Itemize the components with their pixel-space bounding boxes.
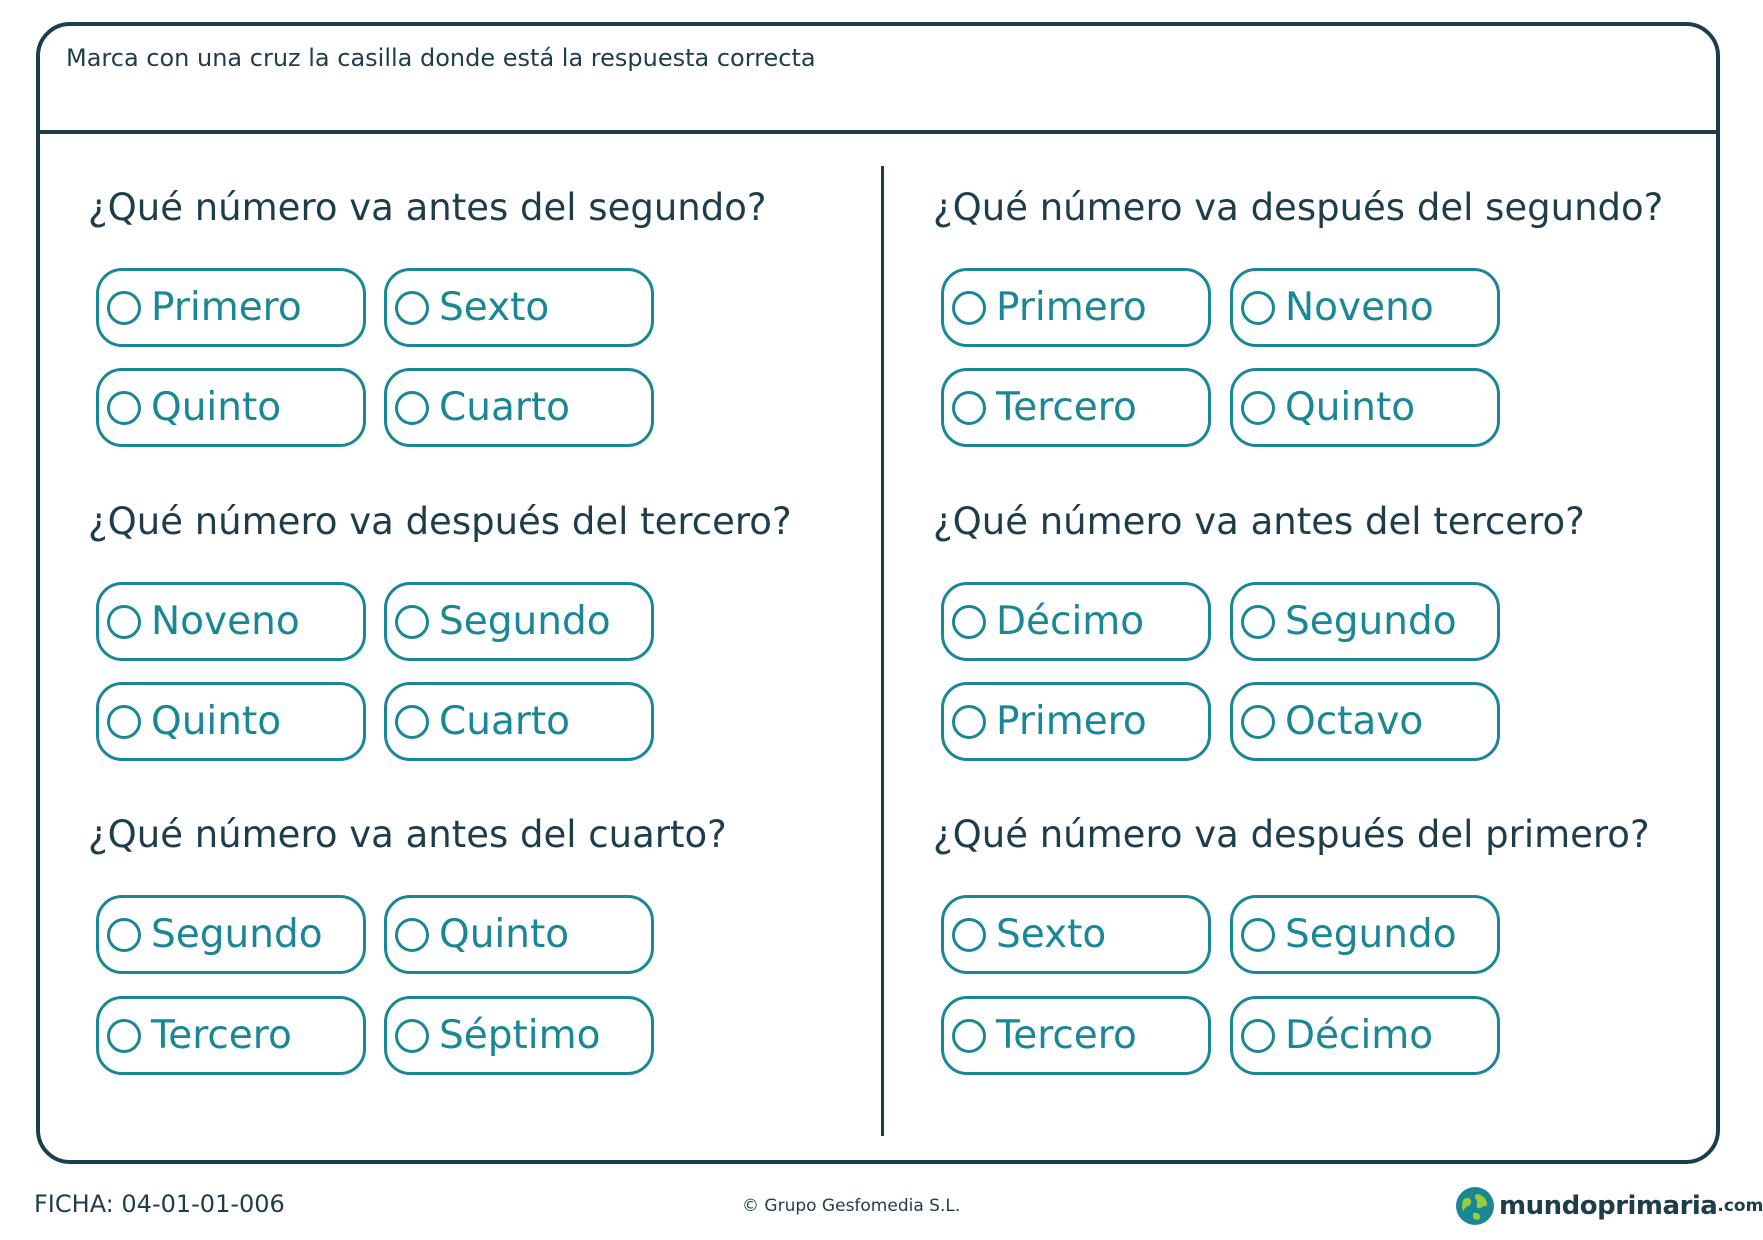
option-label: Quinto — [1285, 385, 1416, 430]
radio-circle-icon[interactable] — [1241, 918, 1275, 952]
question-1-text: ¿Qué número va antes del segundo? — [88, 186, 767, 229]
q2-option-2[interactable] — [384, 582, 654, 661]
q5-option-2[interactable] — [1230, 582, 1500, 661]
q2-option-1[interactable] — [96, 582, 366, 661]
radio-circle-icon[interactable] — [107, 291, 141, 325]
option-label: Tercero — [151, 1013, 292, 1058]
option-label: Quinto — [439, 912, 570, 957]
q1-option-3[interactable] — [96, 368, 366, 447]
radio-circle-icon[interactable] — [395, 918, 429, 952]
q5-option-3[interactable] — [941, 682, 1211, 761]
q3-option-2[interactable] — [384, 895, 654, 974]
radio-circle-icon[interactable] — [952, 1019, 986, 1053]
q6-option-1[interactable] — [941, 895, 1211, 974]
question-6-text: ¿Qué número va después del primero? — [933, 813, 1650, 856]
instruction-text: Marca con una cruz la casilla donde está la respuesta correcta — [66, 44, 816, 72]
q1-option-2[interactable] — [384, 268, 654, 347]
q3-option-4[interactable] — [384, 996, 654, 1075]
option-label: Tercero — [996, 385, 1137, 430]
option-label: Noveno — [1285, 285, 1434, 330]
option-label: Sexto — [439, 285, 550, 330]
radio-circle-icon[interactable] — [395, 391, 429, 425]
option-label: Primero — [151, 285, 302, 330]
copyright-text: © Grupo Gesfomedia S.L. — [742, 1196, 961, 1216]
radio-circle-icon[interactable] — [107, 391, 141, 425]
radio-circle-icon[interactable] — [395, 1019, 429, 1053]
question-2-text: ¿Qué número va después del tercero? — [88, 500, 792, 543]
q4-option-4[interactable] — [1230, 368, 1500, 447]
option-label: Quinto — [151, 699, 282, 744]
radio-circle-icon[interactable] — [395, 605, 429, 639]
q5-option-1[interactable] — [941, 582, 1211, 661]
column-divider — [881, 166, 884, 1136]
question-5-text: ¿Qué número va antes del tercero? — [933, 500, 1585, 543]
brand-logo[interactable] — [1455, 1186, 1763, 1226]
q3-option-3[interactable] — [96, 996, 366, 1075]
option-label: Séptimo — [439, 1013, 601, 1058]
q2-option-4[interactable] — [384, 682, 654, 761]
radio-circle-icon[interactable] — [1241, 605, 1275, 639]
q3-option-1[interactable] — [96, 895, 366, 974]
option-label: Décimo — [996, 599, 1145, 644]
option-label: Décimo — [1285, 1013, 1434, 1058]
radio-circle-icon[interactable] — [1241, 391, 1275, 425]
option-label: Primero — [996, 285, 1147, 330]
q4-option-1[interactable] — [941, 268, 1211, 347]
radio-circle-icon[interactable] — [952, 918, 986, 952]
worksheet-code: FICHA: 04-01-01-006 — [34, 1190, 285, 1218]
option-label: Segundo — [151, 912, 323, 957]
q1-option-1[interactable] — [96, 268, 366, 347]
q1-option-4[interactable] — [384, 368, 654, 447]
radio-circle-icon[interactable] — [107, 705, 141, 739]
radio-circle-icon[interactable] — [107, 605, 141, 639]
radio-circle-icon[interactable] — [1241, 705, 1275, 739]
brand-suffix: .com — [1717, 1196, 1763, 1216]
header-divider — [40, 130, 1716, 134]
brand-name: mundoprimaria — [1499, 1191, 1718, 1221]
option-label: Tercero — [996, 1013, 1137, 1058]
option-label: Segundo — [439, 599, 611, 644]
globe-icon — [1455, 1186, 1495, 1226]
q4-option-2[interactable] — [1230, 268, 1500, 347]
option-label: Quinto — [151, 385, 282, 430]
question-3-text: ¿Qué número va antes del cuarto? — [88, 813, 727, 856]
radio-circle-icon[interactable] — [395, 705, 429, 739]
q6-option-3[interactable] — [941, 996, 1211, 1075]
radio-circle-icon[interactable] — [952, 705, 986, 739]
radio-circle-icon[interactable] — [952, 291, 986, 325]
option-label: Octavo — [1285, 699, 1424, 744]
radio-circle-icon[interactable] — [952, 391, 986, 425]
radio-circle-icon[interactable] — [952, 605, 986, 639]
radio-circle-icon[interactable] — [107, 1019, 141, 1053]
option-label: Noveno — [151, 599, 300, 644]
question-4-text: ¿Qué número va después del segundo? — [933, 186, 1664, 229]
option-label: Cuarto — [439, 385, 571, 430]
q5-option-4[interactable] — [1230, 682, 1500, 761]
radio-circle-icon[interactable] — [1241, 291, 1275, 325]
option-label: Sexto — [996, 912, 1107, 957]
option-label: Primero — [996, 699, 1147, 744]
q4-option-3[interactable] — [941, 368, 1211, 447]
option-label: Cuarto — [439, 699, 571, 744]
q6-option-4[interactable] — [1230, 996, 1500, 1075]
radio-circle-icon[interactable] — [107, 918, 141, 952]
worksheet-frame — [36, 22, 1720, 1164]
q6-option-2[interactable] — [1230, 895, 1500, 974]
radio-circle-icon[interactable] — [1241, 1019, 1275, 1053]
q2-option-3[interactable] — [96, 682, 366, 761]
option-label: Segundo — [1285, 599, 1457, 644]
radio-circle-icon[interactable] — [395, 291, 429, 325]
option-label: Segundo — [1285, 912, 1457, 957]
